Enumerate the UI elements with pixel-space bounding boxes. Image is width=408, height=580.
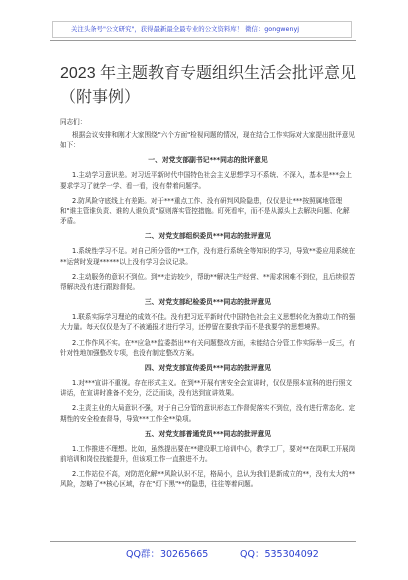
section-paragraph: 2.工作作风不实。在**应急**监委指出**有关问题整改方面，未能结合分管工作实际举一反三，有针对性地加强整改专项，也没有制定整改方案。 xyxy=(60,338,356,357)
section-heading: 三、对党支部纪检委员***同志的批评意见 xyxy=(144,298,272,307)
footer-divider xyxy=(50,541,356,542)
document-title: 2023 年主题教育专题组织生活会批评意见（附事例） xyxy=(60,65,357,106)
section-paragraph: 1.工作推进不理想。比如，虽然提出要在**建设职工培训中心，教学工厂，要对**在岗职工开展岗前培训和岗位技能提升，但该项工作一直推进不力。 xyxy=(60,444,356,464)
section-paragraph: 1.主动学习意识差。对习近平新时代中国特色社会主义思想学习不系统、不深入，基本是***会上要求学习了就学一学、看一看，没有带着问题学。 xyxy=(60,171,352,190)
salutation: 同志们： xyxy=(60,118,87,126)
section-paragraph: 1.对***宣讲不重视。存在形式主义。在到**开展有害安全会宣讲时，仅仅是照本宣科的进行照文讲话，在宣讲时准备不充分，泛泛而谈，没有达到宣讲效果。 xyxy=(60,379,352,398)
section-paragraph: 1.联系实际学习理论的成效不佳。没有把习近平新时代中国特色社会主义思想转化为推动工作的强大力量。每天仅仅是为了不被通报才进行学习，还停留在要我学而不是我要学的思想境界。 xyxy=(60,313,356,332)
section-paragraph: 2.工作站位不高，对防范化解**风险认识不足，格局小，总认为我们是新成立的**，没有太大的**风险，忽略了**核心区域，存在"灯下黑"**的隐患，往往等着问题。 xyxy=(60,470,356,489)
qq-group-label: QQ群：30265665 xyxy=(126,549,209,560)
section-heading: 二、对党支部组织委员***同志的批评意见 xyxy=(144,232,272,241)
section-heading: 一、对党支部副书记***同志的批评意见 xyxy=(148,156,268,165)
qq-contact-label: QQ：535304092 xyxy=(240,549,319,560)
section-heading: 五、对党支部普通党员***同志的批评意见 xyxy=(144,429,272,438)
document-body xyxy=(60,117,356,495)
section-heading: 四、对党支部宣传委员***同志的批评意见 xyxy=(144,364,272,373)
section-paragraph: 1.系统性学习不足。对自己所分管的**工作，没有进行系统全等知识的学习，导致**委应用系统在**运营时发现******以上没有学习会议记录。 xyxy=(60,247,356,266)
section-paragraph: 2.主责主业的大局意识不强，对于自己分管的意识形态工作督促落实不到位，没有进行常态化、定期性的安全检查督导，导致***工作全**染项。 xyxy=(60,404,356,423)
header-divider xyxy=(50,40,356,41)
section-paragraph: 2.防风险守底线上有差距。对于***重点工作、没有研判风险隐患，仅仅是让***按照属地管理和"谁主管谁负责、谁的人谁负责"原则落实管控措施。盯死看牢，而不是从源头上去解决问题、化解矛盾。 xyxy=(60,196,350,226)
promo-banner: 关注头条号"公文研究"，获得最新最全最专业的公文资料库！ 微信：gongwenyj xyxy=(52,21,352,38)
intro-paragraph: 根据会议安排和刚才大家围绕"六个方面"检视问题的情况，现在结合工作实际对大家提出批评意见如下： xyxy=(60,131,356,150)
section-paragraph: 2.主动服务的意识不到位。到**走访较少，帮助**解决生产经营、**需求困难不到位，且后续很苦帮解决没有进行跟踪督促。 xyxy=(60,272,356,292)
